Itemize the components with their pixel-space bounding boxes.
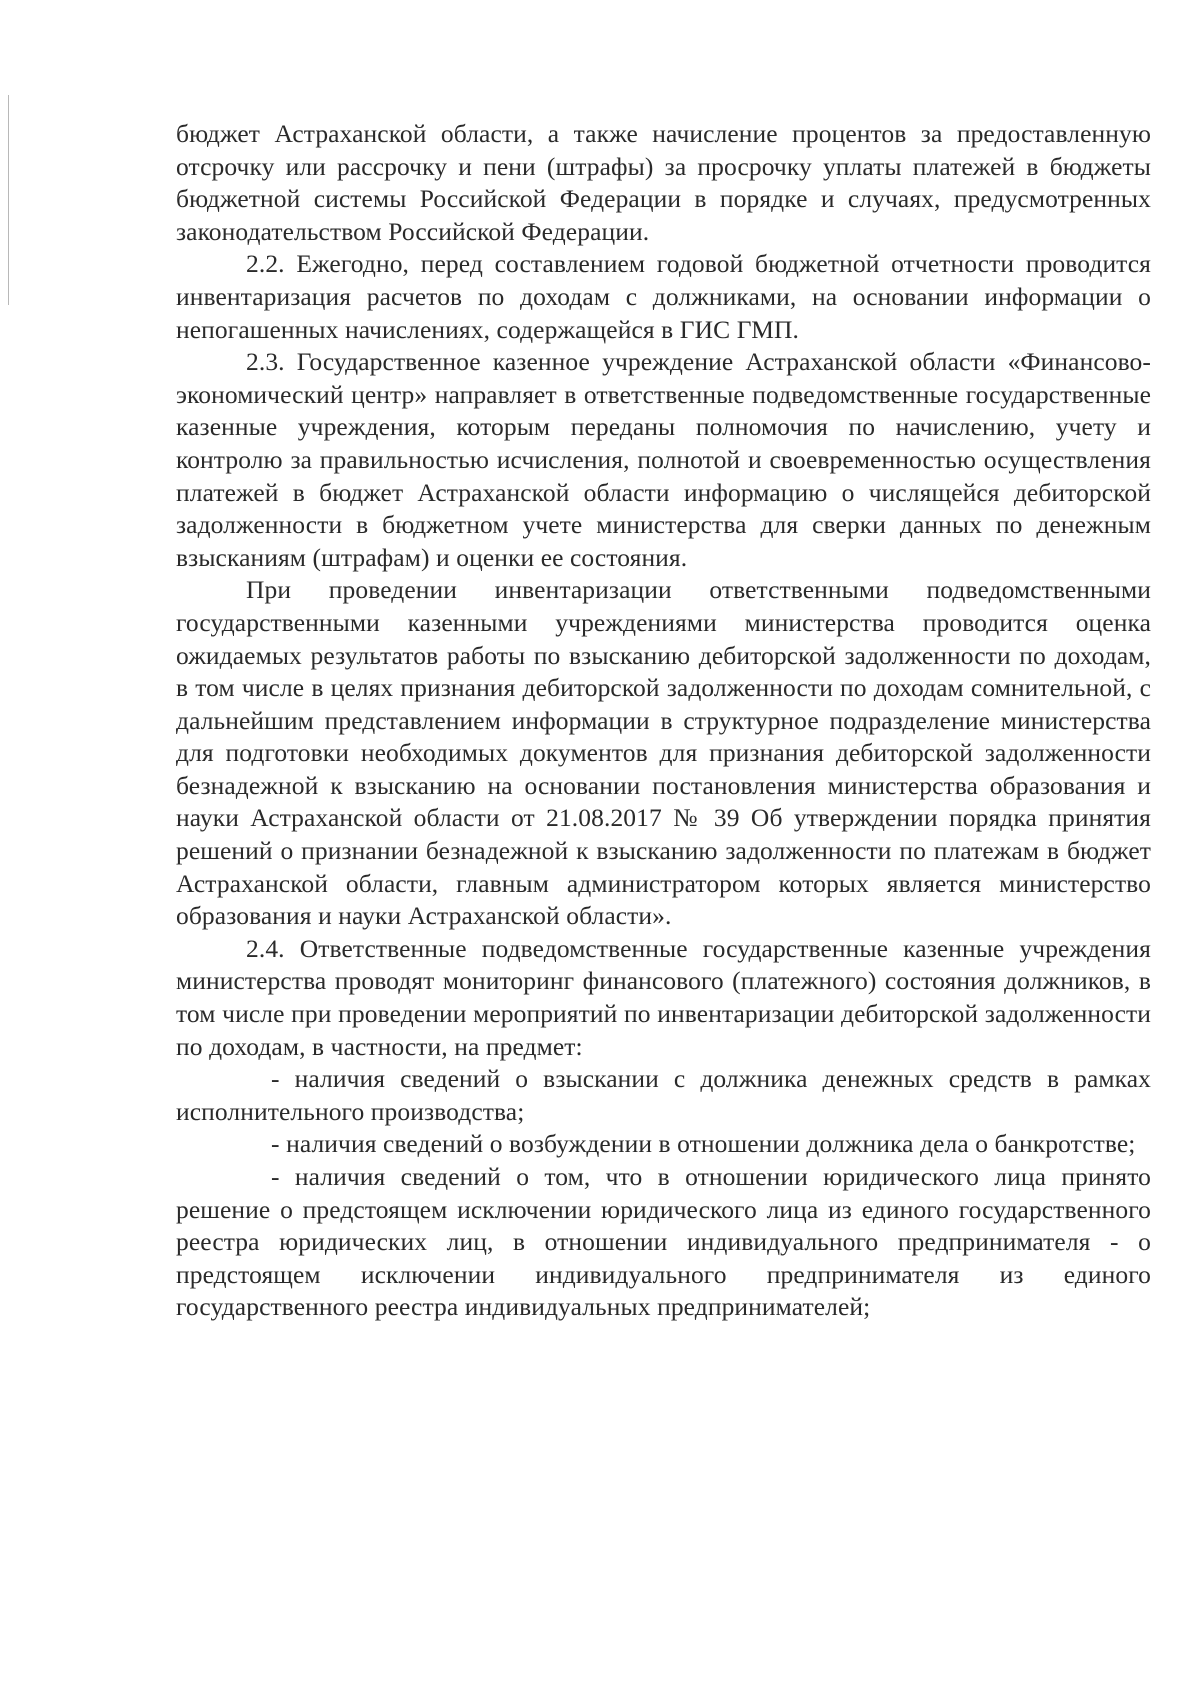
paragraph-continuation: бюджет Астраханской области, а также начисление процентов за предоставленную отсрочку или рассрочку и пени (штрафы) за просрочку уплаты платежей в бюджеты бюджетной системы Российской Федерации в порядке и случаях, предусмотренных законодательством Российской Федерации. (176, 119, 1151, 246)
paragraph-2-3: 2.3. Государственное казенное учреждение Астраханской области «Финансово-экономический центр» направляет в ответственные подведомственные государственные казенные учреждения, которым переданы полномочия по начислению, учету и контролю за правильностью исчисления, полнотой и своевременностью осуществления платежей в бюджет Астраханской области информацию о числящейся дебиторской задолженности в бюджетном учете министерства для сверки данных по денежным взысканиям (штрафам) и оценки ее состояния. (176, 347, 1151, 572)
paragraph-2-4: 2.4. Ответственные подведомственные государственные казенные учреждения министерства проводят мониторинг финансового (платежного) состояния должников, в том числе при проведении мероприятий по инвентаризации дебиторской задолженности по доходам, в частности, на предмет: (176, 933, 1151, 1061)
paragraph-2-2: 2.2. Ежегодно, перед составлением годовой бюджетной отчетности проводится инвентаризация расчетов по доходам с должниками, на основании информации о непогашенных начислениях, содержащейся в ГИС ГМП. (176, 249, 1151, 344)
list-item-enforcement: - наличия сведений о взыскании с должника денежных средств в рамках исполнительного производства; (176, 1064, 1151, 1126)
scan-edge-line (8, 95, 9, 305)
paragraph-inventory: При проведении инвентаризации ответственными подведомственными государственными казенными учреждениями министерства проводится оценка ожидаемых результатов работы по взысканию дебиторской задолженности по доходам, в том числе в целях признания дебиторской задолженности по доходам сомнительной, с дальнейшим представлением информации в структурное подразделение министерства для подготовки необходимых документов для признания дебиторской задолженности безнадежной к взысканию на основании постановления министерства образования и науки Астраханской области от 21.08.2017 № 39 Об утверждении порядка принятия решений о признании безнадежной к взысканию задолженности по платежам в бюджет Астраханской области, главным администратором которых является министерство образования и науки Астраханской области». (176, 575, 1151, 931)
document-body (176, 118, 1151, 1324)
list-item-registry-exclusion: - наличия сведений о том, что в отношении юридического лица принято решение о предстоящем исключении юридического лица из единого государственного реестра юридических лиц, в отношении индивидуального предпринимателя - о предстоящем исключении индивидуального предпринимателя из единого государственного реестра индивидуальных предпринимателей; (176, 1162, 1151, 1322)
list-item-bankruptcy: - наличия сведений о возбуждении в отношении должника дела о банкротстве; (271, 1129, 1136, 1159)
